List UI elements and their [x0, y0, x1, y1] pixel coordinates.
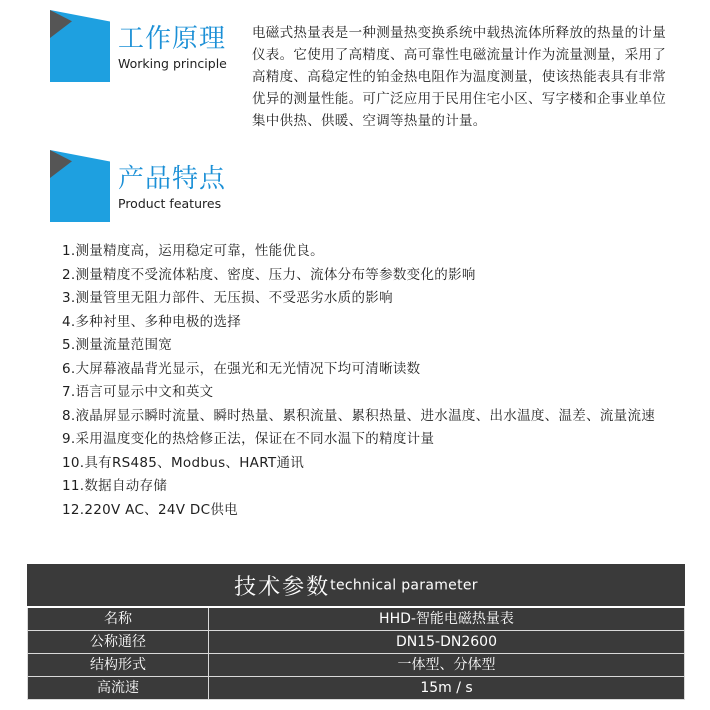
spec-key: 结构形式 — [28, 654, 209, 677]
flag-icon — [50, 10, 110, 82]
spec-table — [27, 564, 685, 700]
feature-item: 5.测量流量范围宽 — [62, 337, 173, 353]
principle-subtitle: Working principle — [118, 56, 227, 71]
principle-header — [50, 10, 250, 84]
features-header — [50, 150, 250, 224]
spec-value: HHD-智能电磁热量表 — [209, 607, 685, 631]
feature-list — [62, 240, 662, 522]
spec-row — [28, 654, 685, 677]
principle-paragraph: 电磁式热量表是一种测量热变换系统中载热流体所释放的热量的计量仪表。它使用了高精度、高可靠性电磁流量计作为流量测量，采用了高精度、高稳定性的铂金热电阻作为温度测量，使该热能表具有非常优异的测量性能。可广泛应用于民用住宅小区、写字楼和企事业单位集中供热、供暖、空调等热量的计量。 — [252, 25, 666, 129]
feature-item: 4.多种衬里、多种电极的选择 — [62, 313, 242, 330]
feature-item: 8.液晶屏显示瞬时流量、瞬时热量、累积流量、累积热量、进水温度、出水温度、温差、流量流速 — [62, 407, 656, 424]
spec-value: DN15-DN2600 — [209, 631, 685, 654]
principle-title: 工作原理 — [118, 24, 227, 54]
spec-row — [28, 677, 685, 700]
feature-item: 9.采用温度变化的热焓修正法，保证在不同水温下的精度计量 — [62, 431, 435, 447]
spec-value: 一体型、分体型 — [209, 654, 685, 677]
feature-item: 11.数据自动存储 — [62, 478, 168, 494]
feature-item: 3.测量管里无阻力部件、无压损、不受恶劣水质的影响 — [62, 290, 393, 306]
feature-item: 1.测量精度高，运用稳定可靠，性能优良。 — [62, 243, 324, 259]
feature-item: 6.大屏幕液晶背光显示，在强光和无光情况下均可清晰读数 — [62, 360, 421, 377]
features-subtitle: Product features — [118, 196, 222, 211]
spec-key: 名称 — [28, 607, 209, 631]
flag-icon — [50, 150, 110, 222]
feature-item: 2.测量精度不受流体粘度、密度、压力、流体分布等参数变化的影响 — [62, 266, 476, 283]
feature-item: 12.220V AC、24V DC供电 — [62, 501, 238, 518]
spec-value: 15m / s — [209, 677, 685, 700]
feature-item: 10.具有RS485、Modbus、HART通讯 — [62, 454, 305, 471]
spec-key: 公称通径 — [28, 631, 209, 654]
spec-row — [28, 631, 685, 654]
spec-title-en: technical parameter — [330, 577, 478, 593]
feature-item: 7.语言可显示中文和英文 — [62, 384, 214, 400]
spec-row — [28, 607, 685, 631]
spec-title-cn: 技术参数 — [234, 574, 331, 600]
features-title: 产品特点 — [118, 164, 227, 194]
spec-title — [28, 564, 685, 607]
spec-key: 高流速 — [28, 677, 209, 700]
